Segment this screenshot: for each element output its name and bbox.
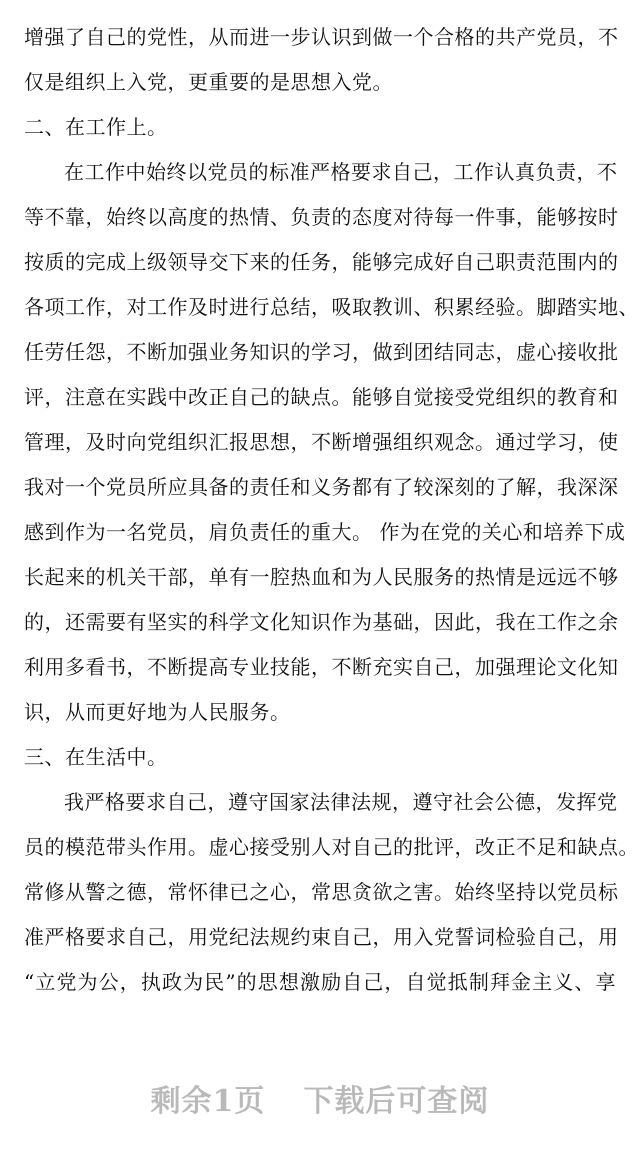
text-line: 仅是组织上入党，更重要的是思想入党。 [24, 70, 393, 94]
text-line: 增强了自己的党性，从而进一步认识到做一个合格的共产党员，不 [24, 25, 619, 49]
section-heading: 三、在生活中。 [24, 745, 168, 769]
download-to-view-label: 下载后可查阅 [303, 1084, 490, 1119]
text-line: 准严格要求自己，用党纪法规约束自己，用入党誓词检验自己，用 [24, 925, 619, 949]
text-line: 等不靠，始终以高度的热情、负责的态度对待每一件事，能够按时 [24, 205, 619, 229]
download-prompt[interactable] [151, 1080, 490, 1124]
text-line: 利用多看书，不断提高专业技能，不断充实自己，加强理论文化知 [24, 655, 619, 679]
text-line: 任劳任怨，不断加强业务知识的学习，做到团结同志，虚心接收批 [24, 340, 619, 364]
text-line: 长起来的机关干部，单有一腔热血和为人民服务的热情是远远不够 [24, 565, 619, 589]
download-banner[interactable] [0, 1080, 640, 1124]
text-line: 常修从警之德，常怀律已之心，常思贪欲之害。始终坚持以党员标 [24, 880, 619, 904]
text-line: “立党为公，执政为民”的思想激励自己，自觉抵制拜金主义、享 [24, 970, 616, 994]
text-line: 感到作为一名党员，肩负责任的重大。 作为在党的关心和培养下成 [24, 520, 626, 544]
text-line: 管理，及时向党组织汇报思想，不断增强组织观念。通过学习，使 [24, 430, 619, 454]
text-line: 识，从而更好地为人民服务。 [24, 700, 291, 724]
text-line: 的，还需要有坚实的科学文化知识作为基础，因此，我在工作之余 [24, 610, 619, 634]
paragraph-first-line: 在工作中始终以党员的标准严格要求自己，工作认真负责，不 [64, 160, 618, 184]
paragraph-first-line: 我严格要求自己，遵守国家法律法规，遵守社会公德，发挥党 [64, 790, 618, 814]
text-line: 员的模范带头作用。虚心接受别人对自己的批评，改正不足和缺点。 [24, 835, 639, 859]
text-line: 我对一个党员所应具备的责任和义务都有了较深刻的了解，我深深 [24, 475, 619, 499]
text-line: 各项工作，对工作及时进行总结，吸取教训、积累经验。脚踏实地、 [24, 295, 639, 319]
text-line: 评，注意在实践中改正自己的缺点。能够自觉接受党组织的教育和 [24, 385, 619, 409]
text-line: 按质的完成上级领导交下来的任务，能够完成好自己职责范围内的 [24, 250, 619, 274]
remaining-pages-label: 剩余1页 [150, 1084, 266, 1119]
section-heading: 二、在工作上。 [24, 115, 168, 139]
